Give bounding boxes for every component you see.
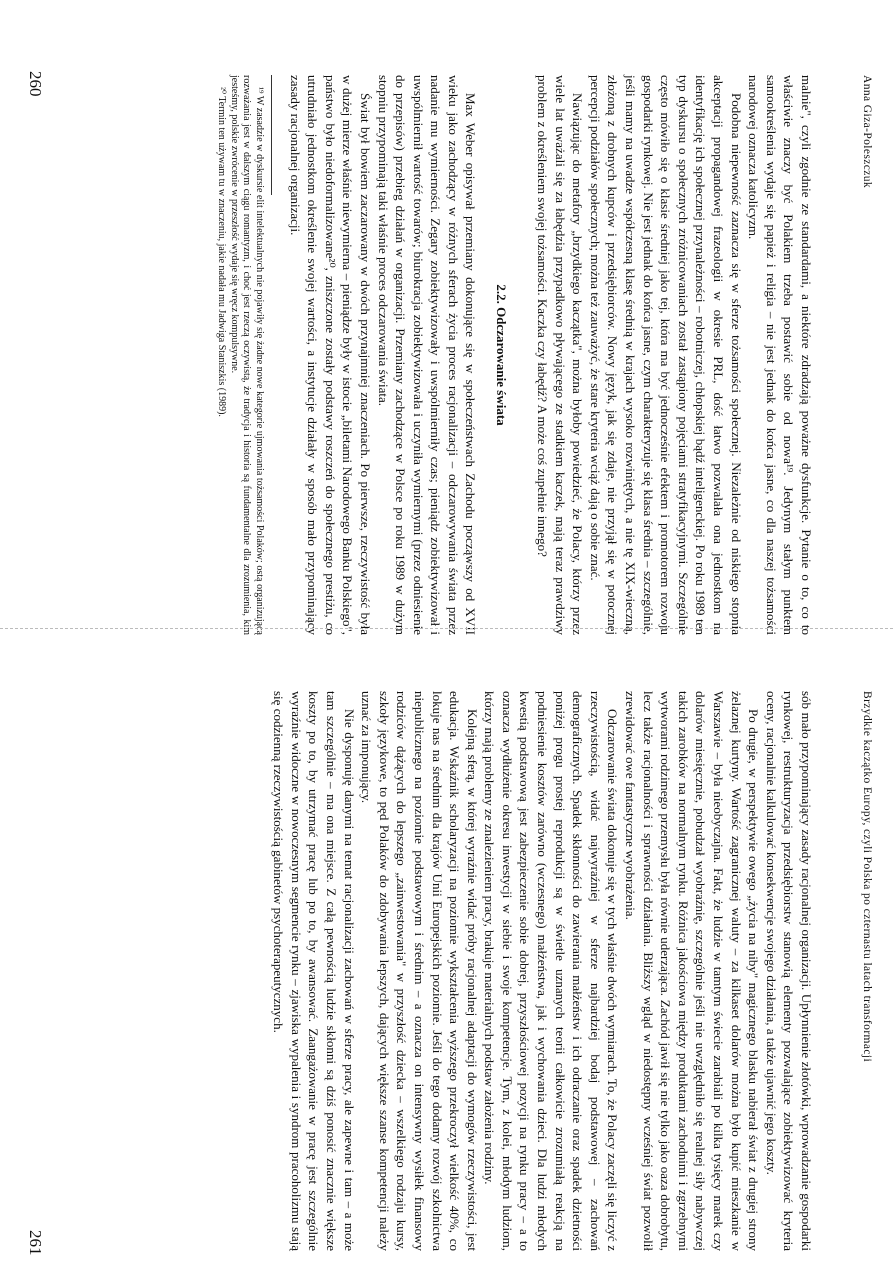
- paragraph: Kolejną sferą, w której wyraźnie widać próby racjonalnej adaptacji do wymogów rzeczywistości, jest edukacja. Wskaźnik scholaryzacji na poziomie wykształcenia wyższego przekroczył wielkość 40%, co lokuje nas na średnim dla krajów Unii Europejskich poziomie. Jeśli do tego dodamy rozwój szkolnictwa niepublicznego na poziomie podstawowym i średnim – a oznacza on intensywny wysiłek finansowy rodziców dążących do lepszego „zainwestowania" w przyszłość dziecka – wszelkiego rodzaju kursy, szkoły językowe, to pęd Polaków do zdobywania lepszych, dających większe szanse kompetencji należy uznać za imponujący.: [359, 691, 480, 1251]
- running-head-left: Anna Giza-Poleszczuk: [861, 75, 873, 189]
- right-page: [0, 633, 893, 1263]
- paragraph: Odczarowanie świata dokonuje się w tych właśnie dwóch wymiarach. To, że Polacy zaczęli się liczyć z rzeczywistością, widać najwyraźniej w sferze najbardziej bodaj podstawowej – zachowań demograficznych. Spadek skłonności do zawierania małżeństw i ich odraczanie oraz spadek dzietności poniżej progu prostej reprodukcji są w świetle uznanych teorii całkowicie zrozumiałą reakcją na podniesienie kosztów zarówno (wczesnego) małżeństwa, jak i wychowania dzieci. Dla ludzi młodych kwestią podstawową jest zabezpieczenie sobie dobrej, przyszłościowej pozycji na rynku pracy – a to oznacza wydłużenie okresu inwestycji w siebie i swoje kompetencje. Tym, z kolei, młodym ludziom, którzy mają problemy ze znalezieniem pracy, brakuje materialnych podstaw założenia rodziny.: [482, 691, 621, 1251]
- footnote-rule: [271, 75, 272, 195]
- paragraph: Nawiązując do metafory „brzydkiego kaczątka", można byłoby powiedzieć, że Polacy, którzy przez wiele lat uważali się za łabędzia przypadkowo pływającego ze stadkiem kaczek, mają teraz prawdziwy problem z określeniem swojej tożsamości. Kaczka czy łabędź? A może coś zupełnie innego?: [535, 75, 586, 635]
- section-heading: 2.2. Odczarowanie świata: [494, 284, 510, 426]
- right-text-column: [270, 691, 815, 1251]
- paragraph: malnie", czyli zgodnie ze standardami, a niektóre zdradzają poważne dysfunkcje. Pytanie o to, co to właściwie znaczy być Polakiem trzeba postawić sobie od nowa¹⁹. Jedynym stałym punktem samookreślenia wydaje się papież i religia – nie jest jednak do końca jasne, co dla naszej tożsamości narodowej oznacza katolicyzm.: [746, 75, 814, 635]
- footnote: ¹⁹ W zasadzie w dyskursie elit intelektualnych nie pojawiły się żadne nowe kategorie ujmowania tożsamości Polaków; ostą organizującą rozważania jest w dalszym ciągu romantyzm, i choć jest rzeczą oczywistą, że tradycja i historia są fundamentalne dla zrozumienia, kim jesteśmy, polskie zwrócenie w przeszłość wydaje się wręcz kompulsywne.: [228, 75, 265, 635]
- paragraph: Nie dysponuję danymi na temat racjonalizacji zachowań w sferze pracy, ale zapewne i tam – a może tam szczególnie – ma ona miejsce. Z całą pewnością ludzie skłonni są dziś ponosić znacznie większe koszty po to, by utrzymać pracę lub po to, by awansować. Zaangażowanie w pracę jest szczególnie wyraźnie widoczne w nowoczesnym segmencie rynku – zjawiska wypalenia i syndrom pracoholizmu stają się codzienną rzeczywistością gabinetów psychoterapeutycznych.: [271, 691, 357, 1251]
- footnote: ²⁰ Termin ten używam tu w znaczeniu, jakie nadała mu Jadwiga Staniszkis (1989).: [216, 87, 228, 417]
- running-head-right: Brzydkie kaczątko Europy, czyli Polska po czternastu latach transformacji: [861, 691, 873, 1063]
- page-number-left: 260: [26, 71, 45, 97]
- paragraph: sób mało przypominający zasady racjonalnej organizacji. Upłynnienie złotówki, wprowadzanie gospodarki rynkowej, restrukturyzacja przedsiębiorstw stanowią elementy pozwalające zobiektywizować kryteria oceny, racjonalnie kalkulować konsekwencje swojego działania, a także ujawnić jego koszty.: [763, 691, 814, 1251]
- paragraph: Max Weber opisywał przemiany dokonujące się w społeczeństwach Zachodu począwszy od XVII wieku jako zachodzący w różnych sferach życia proces racjonalizacji – odczarowywania świata przez nadanie mu wymierności. Zegary zobiektywizowały i uwspólmierniły czas; pieniądz zobiektywizował i uwspólmiernił wartość towarów; biurokracja zobiektywizowała i uczyniła wymiernymi (przez odniesienie do przepisów) przebieg działań w organizacji. Przemiany zachodzące w Polsce po roku 1989 w dużym stopniu przypominają taki właśnie proces odczarowania świata.: [375, 75, 479, 635]
- gutter-fold: [0, 628, 893, 630]
- paragraph: Świat był bowiem zaczarowany w dwóch przynajmniej znaczeniach. Po pierwsze, rzeczywistość była w dużej mierze właśnie niewymierna – pieniądze były w istocie „biletami Narodowego Banku Polskiego", państwo było niedoformalizowane²⁰, zniszczone zostały podstawy roszczeń do społecznego prestiżu, co utrudniało jednostkom określenie swojej wartości, a instytucje działały w sposób mało przypominający zasady racjonalnej organizacji.: [287, 75, 373, 635]
- paragraph: Po drugie, w perspektywie owego „życia na niby" magicznego blasku nabierał świat z drugiej strony żelaznej kurtyny. Wartość zagranicznej waluty – za kilkaset dolarów można było kupić mieszkanie w Warszawie – była nieobyczajna. Fakt, że ludzie w tamtym świecie zarabiali po kilka tysięcy marek czy dolarów miesięcznie, pobudzał wyobraźnię, szczególnie jeśli nie uwzględniło się realnej siły nabywczej takich zarobków na normalnym rynku. Różnica jakościowa między produktami zachodnimi i zgrzebnymi wytworami rodzimego przemysłu była równie uderzająca. Zachód jawił się nie tylko jako oaza dobrobytu, lecz także racjonalności i sprawności działania. Bliższy wgląd w niedostępny wcześniej świat pozwolił zrewidować owe fantastyczne wyobrażenia.: [623, 691, 762, 1251]
- paragraph: Podobna niepewność zaznacza się w sferze tożsamości społecznej. Niezależnie od niskiego stopnia akceptacji propagandowej frazeologii w okresie PRL, dość łatwo pozwalała ona jednostkom na identyfikację ich społecznej przynależności – robotniczej, chłopskiej bądź inteligenckiej. Po roku 1989 ten typ dyskursu o społecznych zróżnicowaniach został zastąpiony pojęciami stratyfikacyjnymi. Szczególnie często mówiło się o klasie średniej jako tej, która ma być jednocześnie efektem i promotorem rozwoju gospodarki rynkowej. Nie jest jednak do końca jasne, czym charakteryzuje się klasa średnia – szczególnie, jeśli mamy na uwadze współczesną klasę średnią w krajach wysoko rozwiniętych, a nie tę XIX-wieczną, złożoną z drobnych kupców i przedsiębiorców. Nowy język, jak się zdaje, nie przyjął się w potocznej percepcji podziałów społecznych; można też zauważyć, że stare kryteria wciąż dają o sobie znać.: [587, 75, 744, 635]
- page-number-right: 261: [26, 1230, 45, 1256]
- left-text-column: [215, 75, 815, 635]
